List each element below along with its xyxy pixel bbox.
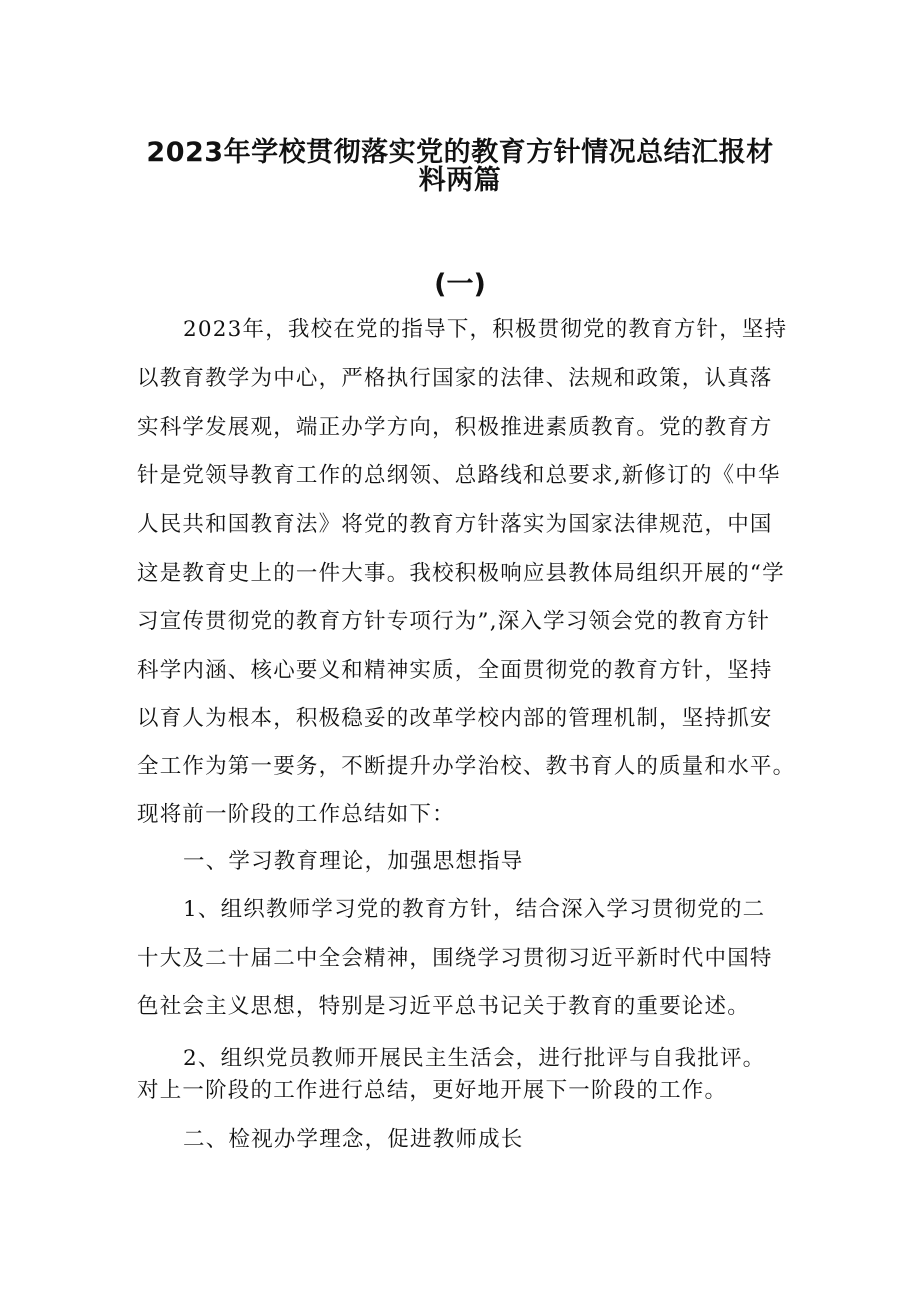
paragraph-line: 以教育教学为中心，严格执行国家的法律、法规和政策，认真落 bbox=[137, 366, 773, 391]
paragraph-line: 1、组织教师学习党的教育方针，结合深入学习贯彻党的二 bbox=[183, 897, 766, 922]
paragraph-line: 以育人为根本，积极稳妥的改革学校内部的管理机制，坚持抓安 bbox=[137, 706, 773, 731]
paragraph-line: 科学内涵、核心要义和精神实质，全面贯彻党的教育方针，坚持 bbox=[137, 658, 773, 683]
paragraph-line: 人民共和国教育法》将党的教育方针落实为国家法律规范，中国 bbox=[137, 512, 773, 537]
paragraph-line: 2023年，我校在党的指导下，积极贯彻党的教育方针，坚持 bbox=[183, 317, 788, 342]
section-heading: (一) bbox=[434, 269, 486, 300]
paragraph-line: 现将前一阶段的工作总结如下： bbox=[137, 802, 455, 827]
document-title-line-1: 2023年学校贯彻落实党的教育方针情况总结汇报材 bbox=[146, 137, 774, 168]
paragraph-line: 全工作为第一要务，不断提升办学治校、教书育人的质量和水平。 bbox=[137, 754, 796, 779]
paragraph-line: 实科学发展观，端正办学方向，积极推进素质教育。党的教育方 bbox=[137, 415, 773, 440]
paragraph-line: 习宣传贯彻党的教育方针专项行为”,深入学习领会党的教育方针 bbox=[137, 609, 771, 634]
section-heading-1: 一、学习教育理论，加强思想指导 bbox=[183, 849, 524, 874]
paragraph-line: 针是党领导教育工作的总纲领、总路线和总要求,新修订的《中华 bbox=[137, 463, 781, 488]
paragraph-line: 色社会主义思想，特别是习近平总书记关于教育的重要论述。 bbox=[137, 994, 750, 1019]
section-heading-2: 二、检视办学理念，促进教师成长 bbox=[183, 1127, 524, 1152]
paragraph-line: 2、组织党员教师开展民主生活会，进行批评与自我批评。 bbox=[183, 1046, 766, 1071]
paragraph-line: 十大及二十届二中全会精神，围绕学习贯彻习近平新时代中国特 bbox=[137, 946, 773, 971]
paragraph-line: 这是教育史上的一件大事。我校积极响应县教体局组织开展的“学 bbox=[137, 561, 785, 586]
paragraph-line: 对上一阶段的工作进行总结，更好地开展下一阶段的工作。 bbox=[137, 1078, 728, 1103]
document-title-line-2: 料两篇 bbox=[418, 165, 502, 196]
